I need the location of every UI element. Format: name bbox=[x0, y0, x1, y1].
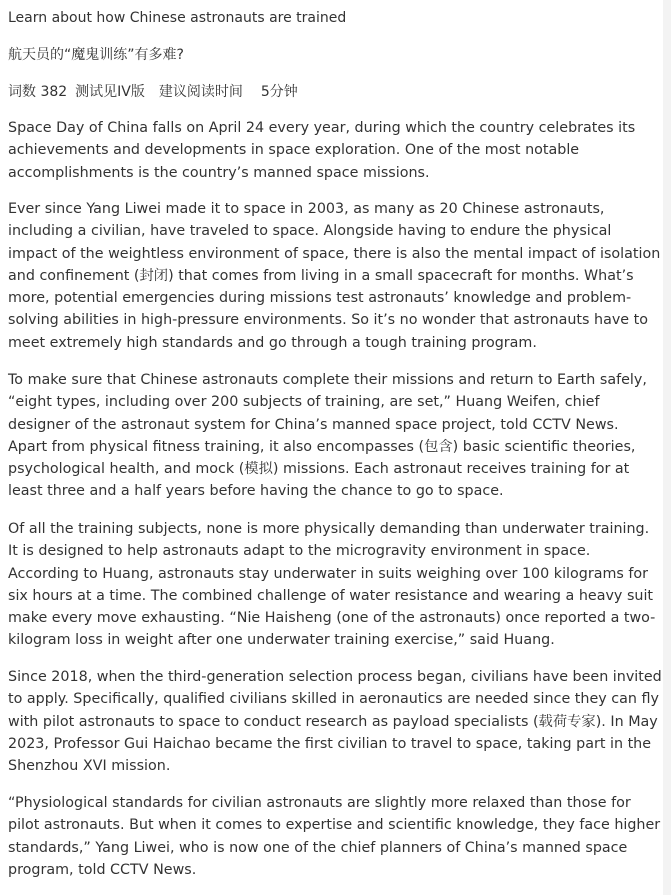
paragraph-2: Ever since Yang Liwei made it to space in 2003, as many as 20 Chinese astronauts, including a civilian, have traveled to space. Alongside having to endure the physical impact of the weightless environment of space, there is also the mental impact of isolation and confinement (封闭) that comes from living in a small spacecraft for months. What’s more, potential emergencies during missions test astronauts’ knowledge and problem-solving abilities in high-pressure environments. So it’s no wonder that astronauts have to meet extremely high standards and go through a tough training program. bbox=[8, 201, 661, 351]
paragraph-5: Since 2018, when the third-generation selection process began, civilians have been invited to apply. Specifically, qualified civilians skilled in aeronautics are needed since they can fly with pilot astronauts to space to conduct research as payload specialists (载荷专家). In May 2023, Professor Gui Haichao became the first civilian to travel to space, taking part in the Shenzhou XVI mission. bbox=[8, 669, 662, 775]
word-count: 词数 382 bbox=[8, 84, 68, 100]
paragraph-1: Space Day of China falls on April 24 every year, during which the country celebrates its achievements and developments in space exploration. One of the most notable accomplishments is the country’s manned space missions. bbox=[8, 120, 636, 181]
article-subtitle: 航天员的“魔鬼训练”有多难? bbox=[8, 47, 184, 63]
test-version: 测试见IV版 bbox=[75, 84, 145, 100]
article-title: Learn about how Chinese astronauts are trained bbox=[8, 10, 347, 26]
reading-time-label: 建议阅读时间 bbox=[158, 84, 243, 100]
paragraph-6: “Physiological standards for civilian astronauts are slightly more relaxed than those for pilot astronauts. But when it comes to expertise and scientific knowledge, they face higher standards,” Yang Liwei, who is now one of the chief planners of China’s manned space program, told CCTV News. bbox=[8, 795, 661, 878]
paragraph-3: To make sure that Chinese astronauts complete their missions and return to Earth safely, “eight types, including over 200 subjects of training, are set,” Huang Weifen, chief designer of the astronaut system for China’s manned space project, told CCTV News. Apart from physical fitness training, it also encompasses (包含) basic scientific theories, psychological health, and mock (模拟) missions. Each astronaut receives training for at least three and a half years before having the chance to go to space. bbox=[8, 372, 647, 500]
paragraph-4: Of all the training subjects, none is more physically demanding than underwater training. It is designed to help astronauts adapt to the microgravity environment in space. According to Huang, astronauts stay underwater in suits weighing over 100 kilograms for six hours at a time. The combined challenge of water resistance and wearing a heavy suit make every move exhausting. “Nie Haisheng (one of the astronauts) once reported a two-kilogram loss in weight after one underwater training exercise,” said Huang. bbox=[8, 521, 656, 649]
article-meta bbox=[8, 82, 298, 102]
scrollbar-track[interactable] bbox=[663, 0, 671, 895]
reading-time: 5分钟 bbox=[260, 84, 298, 100]
